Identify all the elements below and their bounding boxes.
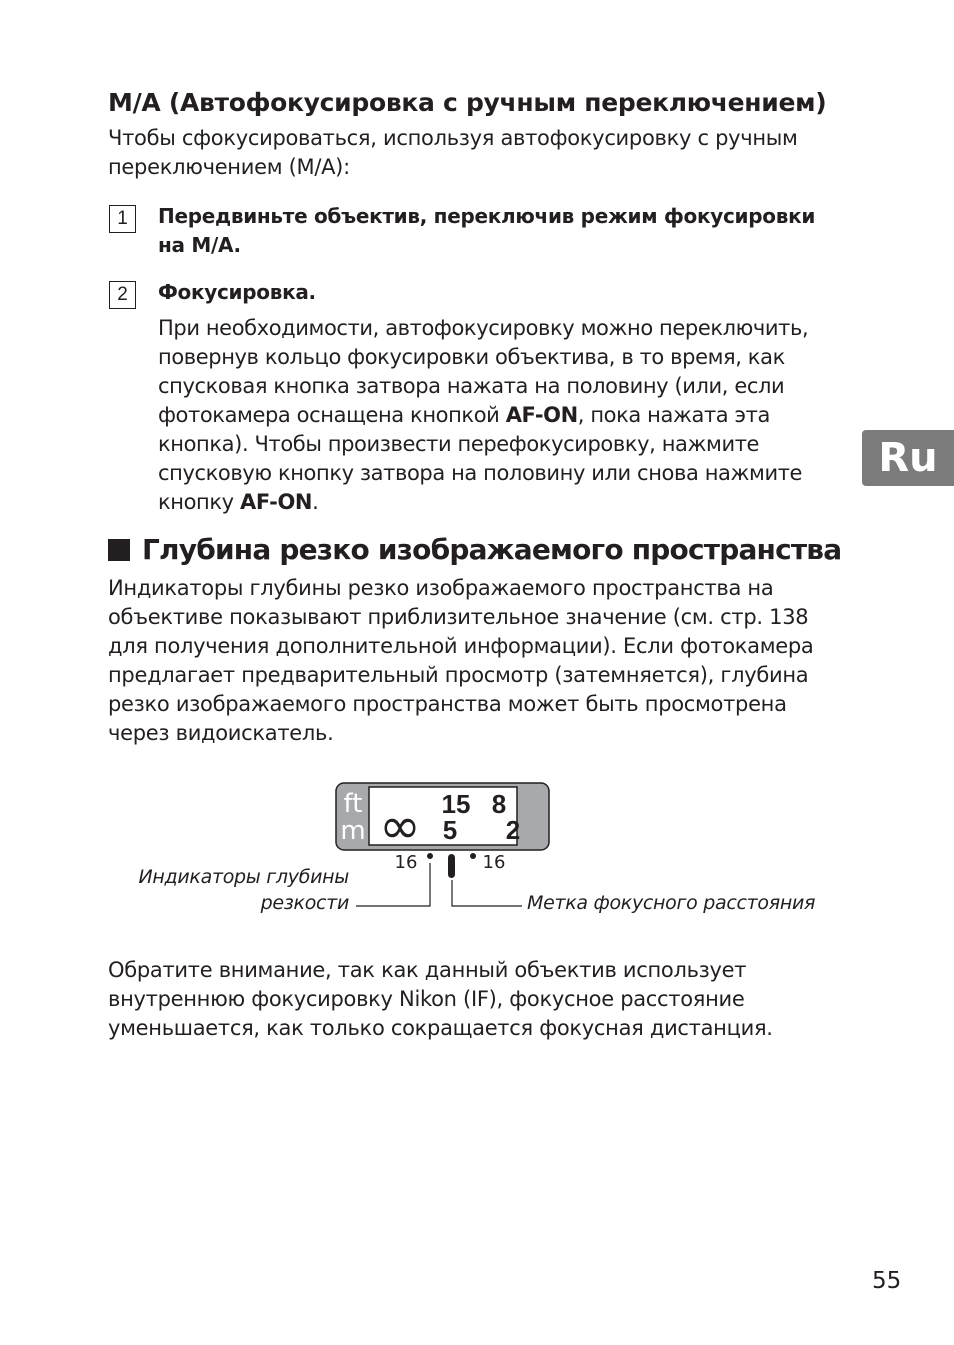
body-line: кнопка). Чтобы произвести перефокусировку, нажмите	[158, 432, 760, 456]
section-2-body	[108, 574, 848, 748]
step-number-2: 2	[109, 281, 136, 309]
section-2-title: Глубина резко изображаемого пространства	[142, 533, 842, 566]
step-2-title	[158, 278, 848, 307]
af-on-label: AF-ON	[239, 490, 313, 514]
leader-line-left	[356, 863, 430, 906]
ft-value: 15	[441, 789, 471, 819]
body-line: спусковую кнопку затвора на половину или снова нажмите	[158, 461, 803, 485]
ft-value: 8	[491, 789, 507, 819]
body-line: фотокамера оснащена кнопкой	[158, 403, 506, 427]
unit-ft: ft	[343, 789, 363, 819]
step-title-line: на M/A.	[158, 233, 241, 257]
step-1-title	[158, 202, 848, 260]
step-number-1: 1	[109, 205, 136, 233]
body-line: для получения дополнительной информации). Если фотокамера	[108, 634, 814, 658]
step-2-body	[158, 314, 848, 517]
m-value: 2	[505, 815, 521, 845]
dof-value-right: 16	[482, 852, 506, 873]
body-line: спусковая кнопка затвора нажата на половину (или, если	[158, 374, 785, 398]
square-bullet-icon	[108, 539, 130, 561]
caption-line: Индикаторы глубины	[138, 866, 349, 888]
language-tab: Ru	[862, 430, 954, 486]
dof-dot-right	[470, 853, 476, 859]
body-line: объективе показывают приблизительное значение (см. стр. 138	[108, 605, 809, 629]
infinity-mark: ∞	[379, 797, 421, 855]
dof-indicators-caption	[120, 864, 349, 916]
focus-distance-mark	[448, 854, 455, 878]
body-line: резко изображаемого пространства может быть просмотрена	[108, 692, 787, 716]
body-line: кнопку	[158, 490, 240, 514]
dof-dot-left	[427, 853, 433, 859]
intro-line: Чтобы сфокусироваться, используя автофокусировку с ручным	[108, 126, 798, 150]
body-line: уменьшается, как только сокращается фокусная дистанция.	[108, 1016, 773, 1040]
body-line: повернув кольцо фокусировки объектива, в то время, как	[158, 345, 785, 369]
body-line: При необходимости, автофокусировку можно переключить,	[158, 316, 809, 340]
body-line: через видоискатель.	[108, 721, 334, 745]
af-on-label: AF-ON	[505, 403, 578, 427]
step-title-line: Передвиньте объектив, переключив режим фокусировки	[158, 204, 816, 228]
caption-line: резкости	[260, 892, 349, 914]
unit-m: m	[340, 816, 366, 846]
note-paragraph	[108, 956, 848, 1043]
page-number: 55	[872, 1268, 902, 1294]
body-line: внутреннюю фокусировку Nikon (IF), фокусное расстояние	[108, 987, 745, 1011]
body-line: .	[312, 490, 319, 514]
step-title-line: Фокусировка.	[158, 280, 316, 304]
body-line: , пока нажата эта	[577, 403, 770, 427]
m-value: 5	[442, 815, 458, 845]
intro-line: переключением (M/A):	[108, 155, 350, 179]
section-2-heading	[108, 531, 888, 569]
leader-line-right	[452, 880, 522, 906]
focus-mark-caption: Метка фокусного расстояния	[527, 892, 816, 914]
section-title: M/A (Автофокусировка с ручным переключением)	[108, 88, 827, 117]
dof-value-left: 16	[394, 852, 418, 873]
body-line: Обратите внимание, так как данный объектив использует	[108, 958, 747, 982]
body-line: Индикаторы глубины резко изображаемого пространства на	[108, 576, 774, 600]
body-line: предлагает предварительный просмотр (затемняется), глубина	[108, 663, 809, 687]
intro-paragraph	[108, 124, 848, 182]
